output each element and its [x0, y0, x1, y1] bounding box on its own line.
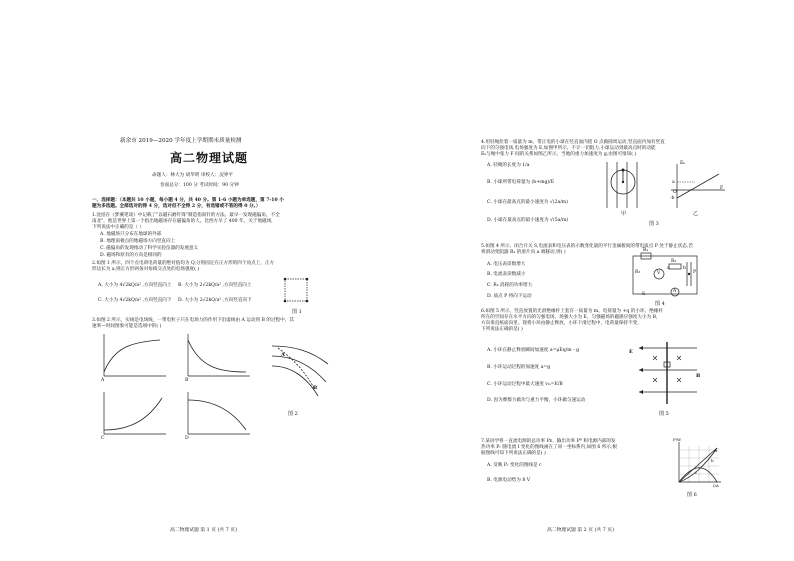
q5-option-b: B. 电流表读数减小 — [487, 272, 526, 277]
figure-3-axis-o: O — [673, 190, 677, 195]
q4-option-b: B. 小球所带电荷量为 (b+mg)/E — [487, 180, 555, 185]
q2-option-d — [178, 298, 252, 304]
q2-option-b-value: 2√2kQ/a² — [199, 283, 221, 288]
figure-5-caption: 图 5 — [659, 411, 669, 417]
q2-option-d-label: D. 大小为 — [178, 298, 199, 303]
graph-b — [184, 332, 254, 382]
q7-option-b: B. 电源电动势为 8 V — [487, 478, 531, 483]
q2-line2: 形边长为 a,则正方形两条对角线交点处的电场强度( ) — [92, 267, 200, 272]
q5-option-a: A. 电压表读数增大 — [487, 262, 526, 267]
figure-3-jia-label: 甲 — [621, 211, 627, 217]
figure-2-point-b: B — [313, 385, 318, 391]
right-page — [397, 0, 794, 561]
figure-6-curve-c: c — [695, 470, 698, 475]
q1-line2: 南北"，他是世界上第一个指出地磁场存在磁偏角的人。比西方早了 400 年。关于地磁场， — [92, 219, 276, 224]
q2-option-b-label: B. 大小为 — [178, 283, 199, 288]
figure-1-caption: 图 1 — [292, 309, 302, 315]
graph-b-label: B — [185, 378, 189, 383]
q2-option-c — [98, 298, 171, 304]
graph-d-label: D — [185, 436, 189, 441]
q1-line1: 1.沈括在《梦溪笔谈》中记载了"以磁石磨针锋"制造指南针的方法。最早一发现磁偏角，不全 — [92, 213, 280, 218]
q2-option-c-dir: ,方向竖直向下 — [142, 298, 172, 303]
figure-4-caption: 图 4 — [655, 301, 665, 307]
figure-4-point-p: P — [693, 270, 697, 275]
q4-line2: 向下的匀强电场,电场强度为 E,如图甲所示，不计一切阻力,小球运动到最高点时的动能 — [481, 146, 656, 151]
q4-option-a: A. 轻绳的长度为 1/a — [487, 163, 530, 168]
q5-option-c: C. R₃ 消耗的功率增大 — [487, 283, 533, 288]
q4-option-d: D. 小球在最高点的最小速度为 √(5a/m) — [487, 218, 569, 223]
q5-line1: 5.如图 4 所示，闭合开关 S,电流表和电压表的示数变化量的平行金属板间的带电质点 P 处于静止状态,若 — [481, 244, 693, 249]
section1-line1: 一、选择题：（本题共 10 小题，每小题 4 分，共 40 分。第 1-6 小题为单选题，第 7-10 小 — [92, 198, 284, 203]
q7-line1: 7.某同学将一直流电源的总功率 Pᴇ、输出功率 Pᴿ 和电源内部的发 — [481, 439, 616, 444]
q1-option-b: B. 地理南极点的地磁场方向竖直向上 — [100, 239, 176, 244]
right-footer: 高二物理试题 第 2 页 (共 7 页) — [547, 528, 614, 533]
figure-4-r1: R₁ — [643, 248, 649, 253]
graph-c-label: C — [101, 436, 105, 441]
q4-line1: 4.用轻绳拴着一质量为 m、带正电的小球在竖直面内绕 O 点做圆周运动,竖直面内加有竖直 — [481, 140, 665, 145]
figure-4-r2: R₂ — [671, 259, 677, 264]
q6-option-a: A. 小环在静止释放瞬间加速度 a=μEq/m - g — [487, 348, 580, 353]
figure-6-curve-b: b — [711, 458, 714, 463]
q1-line3: 下列说法中正确的是（ ） — [92, 225, 144, 230]
figure-6-caption: 图 6 — [687, 492, 697, 498]
figure-5-field — [633, 340, 701, 406]
graph-a — [100, 332, 170, 382]
figure-3-yi — [669, 162, 727, 210]
figure-3-axis-f: F — [720, 186, 724, 191]
figure-3-caption: 图 3 — [649, 221, 659, 227]
q6-line2: 所在的空间存在水平方向的匀强电场，场强大小为 E，匀强磁场的磁感应强度大小为 B， — [481, 315, 661, 320]
figure-4-b: b — [683, 266, 686, 271]
figure-2-point-a: A — [281, 352, 285, 358]
figure-2-field-lines — [270, 338, 330, 398]
q3-line1: 3.如图 2 所示，实线是电场线，一带电粒子只在电场力的作用下沿虚线由 A 运动到 B 的过程中，其 — [92, 318, 294, 323]
figure-3-yi-label: 乙 — [693, 211, 699, 217]
page-title: 高二物理试题 — [170, 151, 249, 165]
q7-option-a: A. 反映 Pᵣ 变化的图线是 c — [487, 463, 542, 468]
graph-a-label: A — [101, 378, 105, 383]
figure-3-jia — [603, 160, 653, 210]
q2-option-a-dir: ,方向竖直向上 — [142, 283, 172, 288]
figure-5-e-label: E — [629, 349, 633, 355]
q6-line3: 方向垂直纸面向里。现将小环由静止释放，小环下滑过程中，电荷量保持不变， — [481, 321, 642, 326]
figure-1-square — [282, 276, 312, 306]
q5-line2: 将滑动变阻器 R₂ 的滑片向 a 端移动,则( ) — [481, 250, 566, 255]
figure-4-r3: R₃ — [635, 270, 641, 275]
q2-line1: 2.如图 1 所示，四个点电荷电荷量的绝对值均为 Q,分别固定在正方形的四个顶点上，正方 — [92, 261, 275, 266]
q2-option-d-dir: ,方向竖直向下 — [222, 298, 252, 303]
q4-line3: Eₖ与绳中张力 F 间的关系如图乙所示，当地的重力加速度为 g,由图可推知( ) — [481, 152, 637, 157]
figure-4-voltmeter: V — [657, 271, 661, 276]
q5-option-d: D. 质点 P 将向下运动 — [487, 294, 532, 299]
figure-6-axis-i: I/A — [713, 483, 719, 488]
q6-line1: 6.如图 5 所示，竖直放置的光滑绝缘杆上套有一质量为 m、电荷量为 +q 的小环，绝缘杆 — [481, 309, 663, 314]
q6-line4: 下列说法正确的是( ) — [481, 327, 523, 332]
graph-c — [100, 390, 170, 440]
q2-option-b-dir: ,方向竖直向上 — [222, 283, 252, 288]
authors: 命题人：林大为 胡华明 审校人：況界平 — [152, 173, 234, 178]
exam-info: 卷面总分：100 分 考试时间：90 分钟 — [160, 183, 239, 188]
q1-option-d: D. 磁场和原有的方向是相同的 — [100, 253, 162, 258]
q1-option-c: C. 磁偏角的发现推动了科学实验仪器的发展意义 — [100, 246, 199, 251]
q6-option-d: D. 因为摩擦力做功与重力平衡，小环做匀速运动 — [487, 398, 586, 403]
figure-3-axis-b: -b — [670, 196, 675, 201]
q2-option-a-value: 4√2kQ/a² — [119, 283, 141, 288]
figure-3-axis-ek: Eₖ — [680, 161, 686, 166]
left-footer: 高二物理试题 第 1 页 (共 7 页) — [170, 528, 237, 533]
figure-4-a: a — [667, 266, 670, 271]
q2-option-a — [98, 283, 171, 289]
q7-line3: 据图线可知下列说法正确的是( ) — [481, 451, 546, 456]
q7-line2: 热功率 Pᵣ 随电流 I 变化的图线画在了同一坐标系内,如图 6 所示,根 — [481, 445, 617, 450]
q4-option-c: C. 小球在最高点的最小速度为 √(2a/m) — [487, 200, 568, 205]
q6-option-b: B. 小环运动过程的加速度 a=g — [487, 365, 551, 370]
exam-header: 新余市 2019—2020 学年度上学期期末质量检测 — [120, 138, 242, 144]
figure-2-caption: 图 2 — [288, 411, 298, 417]
graph-d — [184, 390, 254, 440]
figure-6-axis-p: P/W — [673, 437, 682, 442]
q6-option-c: C. 小环运动过程中最大速度 vₘ=E/B — [487, 382, 563, 387]
q2-option-c-label: C. 大小为 — [98, 298, 119, 303]
figure-3-axis-a: a — [672, 180, 675, 185]
q2-option-c-value: 4√2kQ/a² — [119, 298, 141, 303]
figure-4-circuit — [629, 252, 701, 300]
figure-6-curve-a: a — [715, 448, 718, 453]
q2-option-d-value: 2√2kQ/a² — [199, 298, 222, 303]
q3-line2: 速率—时间图象可能是选项中的( ) — [92, 324, 162, 329]
section1-line2: 题为多选题。全部选对的得 4 分，选对但不全得 2 分，有选错或不答的得 0 分。） — [92, 204, 261, 209]
figure-4-ammeter: A — [673, 289, 677, 294]
figure-5-b-label: B — [696, 373, 701, 379]
figure-4-switch: S — [642, 292, 646, 297]
q2-option-a-label: A. 大小为 — [98, 283, 119, 288]
q1-option-a: A. 地磁场只分布在地球的外部 — [100, 232, 162, 237]
q2-option-b — [178, 283, 252, 289]
